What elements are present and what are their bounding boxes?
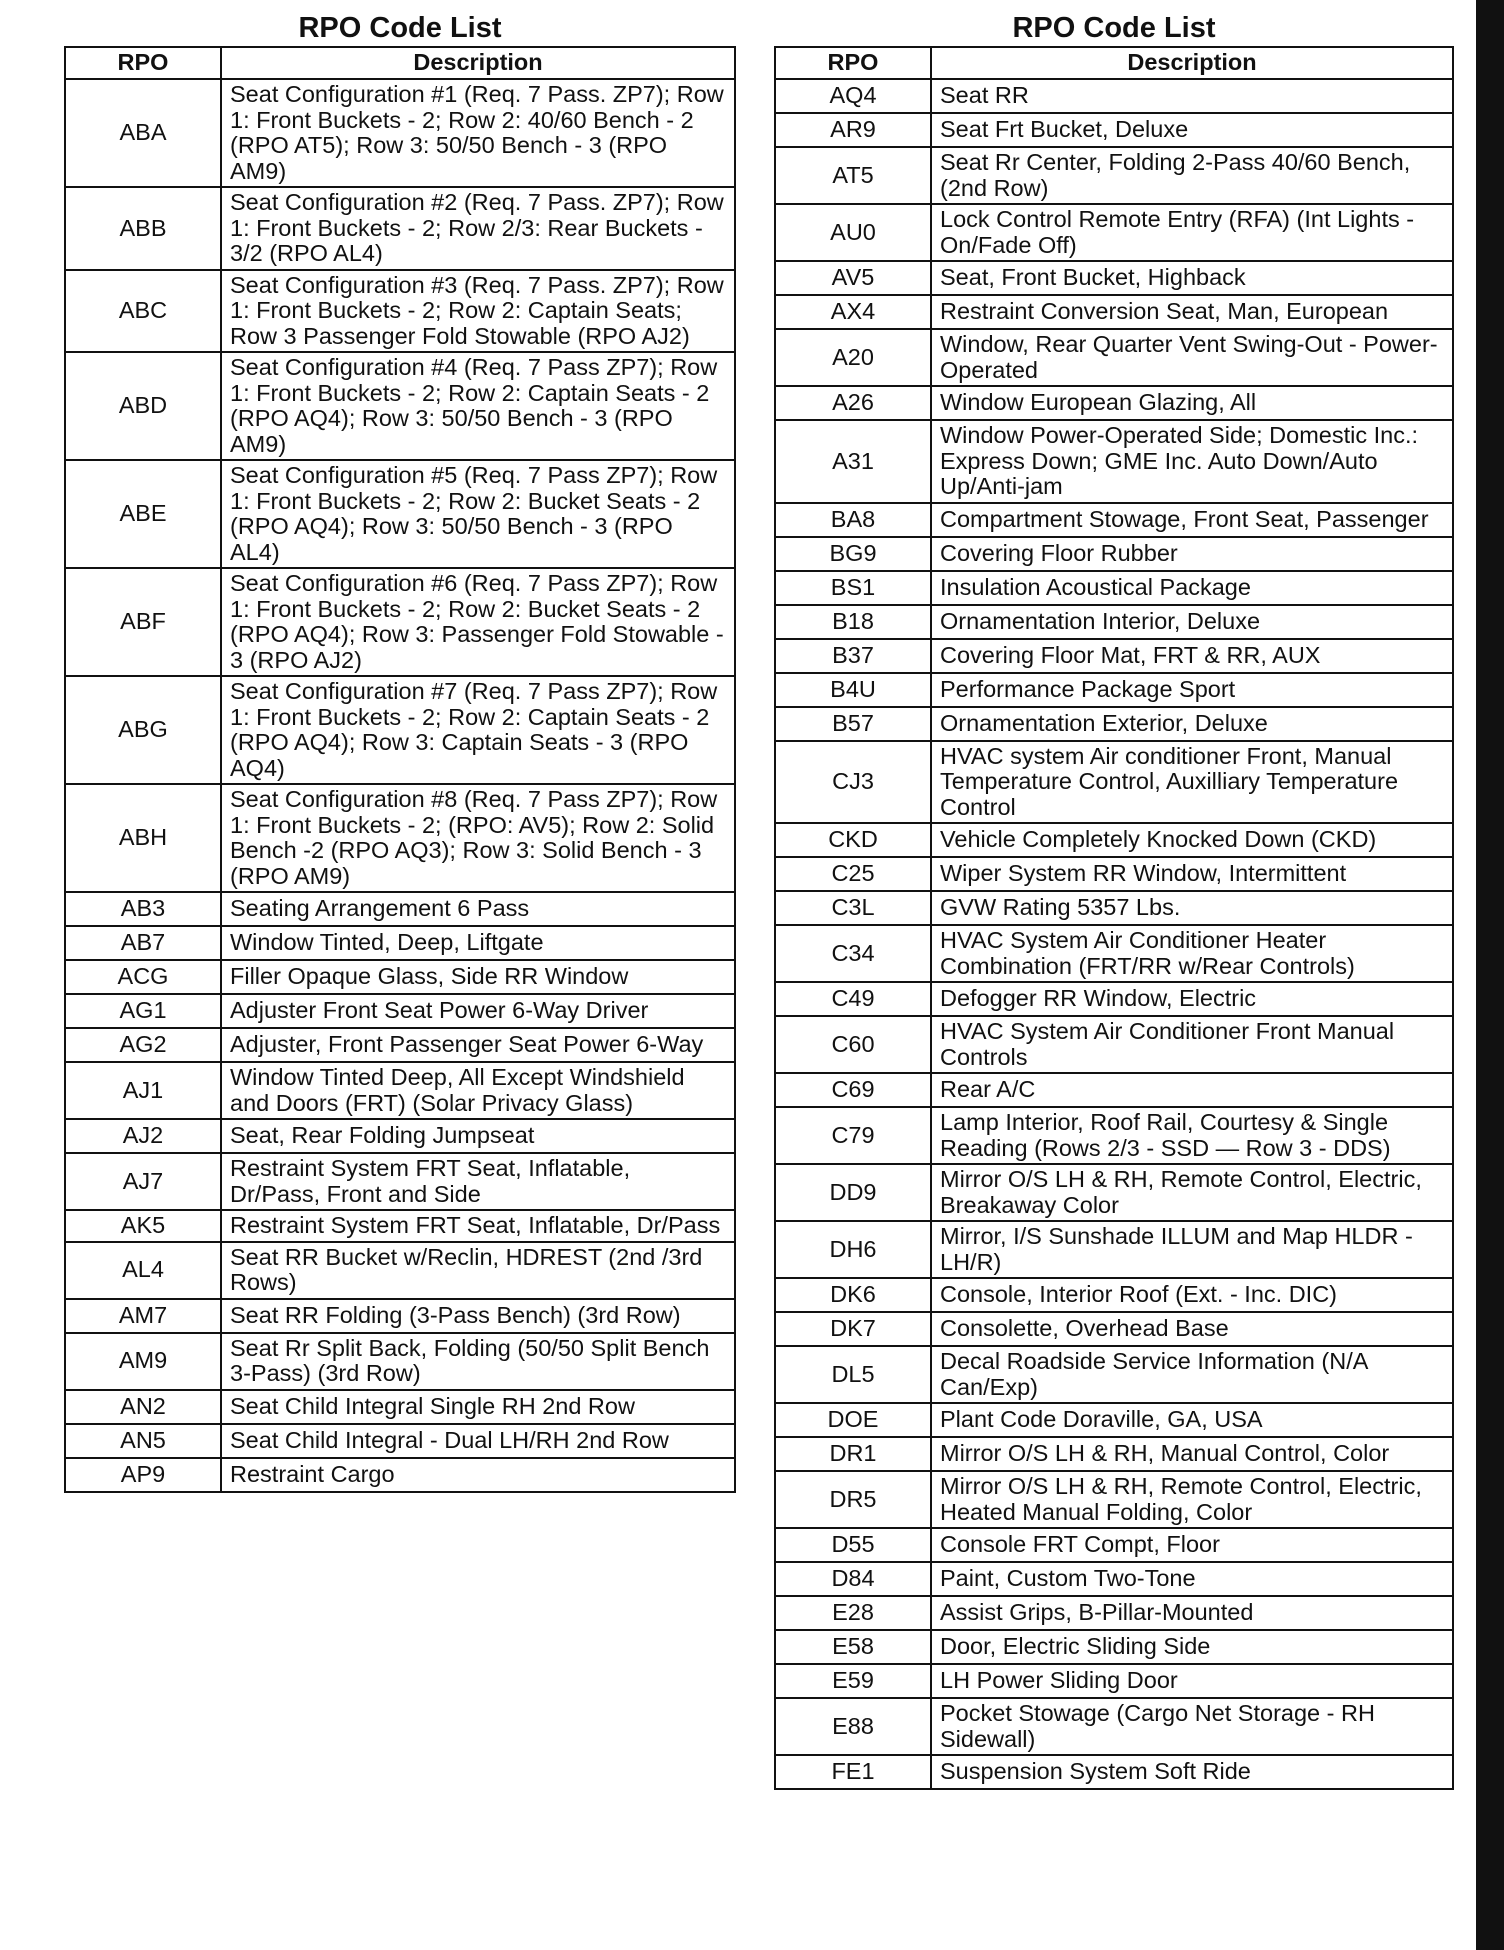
description-cell: Window Tinted Deep, All Except Windshield and Doors (FRT) (Solar Privacy Glass)	[221, 1062, 735, 1119]
description-cell: Covering Floor Mat, FRT & RR, AUX	[931, 639, 1453, 673]
description-cell: Adjuster Front Seat Power 6-Way Driver	[221, 994, 735, 1028]
rpo-code-cell: D84	[775, 1562, 931, 1596]
rpo-code-cell: DL5	[775, 1346, 931, 1403]
rpo-code-cell: ABG	[65, 676, 221, 784]
description-cell: Ornamentation Exterior, Deluxe	[931, 707, 1453, 741]
description-cell: Seat Configuration #4 (Req. 7 Pass ZP7); Row 1: Front Buckets - 2; Row 2: Captain Seats - 2 (RPO AQ4); Row 3: 50/50 Bench - 3 (RPO AM9)	[221, 352, 735, 460]
table-row	[775, 1755, 1453, 1789]
rpo-code-cell: DR5	[775, 1471, 931, 1528]
table-row	[775, 1278, 1453, 1312]
table-row	[65, 1153, 735, 1210]
table-row	[775, 1664, 1453, 1698]
rpo-code-cell: DH6	[775, 1221, 931, 1278]
table-row	[65, 1242, 735, 1299]
table-row	[65, 1333, 735, 1390]
table-row	[65, 1299, 735, 1333]
description-cell: Seat Rr Split Back, Folding (50/50 Split Bench 3-Pass) (3rd Row)	[221, 1333, 735, 1390]
description-cell: Performance Package Sport	[931, 673, 1453, 707]
description-cell: Decal Roadside Service Information (N/A Can/Exp)	[931, 1346, 1453, 1403]
description-cell: Seat RR Folding (3-Pass Bench) (3rd Row)	[221, 1299, 735, 1333]
table-row	[775, 1107, 1453, 1164]
rpo-code-cell: AX4	[775, 295, 931, 329]
table-row	[775, 1562, 1453, 1596]
rpo-code-cell: AV5	[775, 261, 931, 295]
table-row	[775, 503, 1453, 537]
table-row	[775, 1698, 1453, 1755]
page-title: RPO Code List	[1012, 12, 1216, 44]
rpo-code-cell: AT5	[775, 147, 931, 204]
scan-edge-bar	[1476, 0, 1504, 1950]
rpo-code-cell: AG1	[65, 994, 221, 1028]
rpo-code-cell: B37	[775, 639, 931, 673]
description-column-header: Description	[931, 47, 1453, 79]
table-row	[775, 147, 1453, 204]
rpo-code-cell: DK6	[775, 1278, 931, 1312]
table-row	[65, 460, 735, 568]
rpo-code-cell: AJ2	[65, 1119, 221, 1153]
description-cell: Seat Child Integral Single RH 2nd Row	[221, 1390, 735, 1424]
rpo-code-cell: C34	[775, 925, 931, 982]
description-cell: Consolette, Overhead Base	[931, 1312, 1453, 1346]
description-cell: Seat Configuration #3 (Req. 7 Pass. ZP7); Row 1: Front Buckets - 2; Row 2: Captain Seats; Row 3 Passenger Fold Stowable (RPO AJ2)	[221, 270, 735, 353]
description-cell: Vehicle Completely Knocked Down (CKD)	[931, 823, 1453, 857]
description-cell: Covering Floor Rubber	[931, 537, 1453, 571]
description-column-header: Description	[221, 47, 735, 79]
description-cell: Adjuster, Front Passenger Seat Power 6-Way	[221, 1028, 735, 1062]
description-cell: Window Tinted, Deep, Liftgate	[221, 926, 735, 960]
description-cell: Seating Arrangement 6 Pass	[221, 892, 735, 926]
table-row	[65, 79, 735, 187]
description-cell: Rear A/C	[931, 1073, 1453, 1107]
description-cell: Window Power-Operated Side; Domestic Inc.: Express Down; GME Inc. Auto Down/Auto Up/Anti-jam	[931, 420, 1453, 503]
rpo-code-cell: C25	[775, 857, 931, 891]
table-row	[775, 925, 1453, 982]
table-row	[65, 1028, 735, 1062]
table-row	[65, 960, 735, 994]
rpo-code-cell: A26	[775, 386, 931, 420]
table-row	[775, 1016, 1453, 1073]
description-cell: HVAC System Air Conditioner Front Manual Controls	[931, 1016, 1453, 1073]
table-row	[775, 605, 1453, 639]
rpo-code-cell: D55	[775, 1528, 931, 1562]
table-row	[65, 994, 735, 1028]
table-row	[775, 329, 1453, 386]
table-row	[65, 187, 735, 270]
table-row	[65, 1062, 735, 1119]
rpo-code-cell: A31	[775, 420, 931, 503]
rpo-code-cell: AR9	[775, 113, 931, 147]
table-row	[775, 1471, 1453, 1528]
rpo-code-cell: E58	[775, 1630, 931, 1664]
description-cell: Restraint Cargo	[221, 1458, 735, 1492]
rpo-code-cell: ABH	[65, 784, 221, 892]
description-cell: Seat Configuration #6 (Req. 7 Pass ZP7); Row 1: Front Buckets - 2; Row 2: Bucket Seats - 2 (RPO AQ4); Row 3: Passenger Fold Stowable - 3 (RPO AJ2)	[221, 568, 735, 676]
description-cell: Console, Interior Roof (Ext. - Inc. DIC)	[931, 1278, 1453, 1312]
rpo-table	[774, 46, 1454, 1790]
rpo-code-cell: C79	[775, 1107, 931, 1164]
rpo-code-cell: AP9	[65, 1458, 221, 1492]
rpo-code-cell: AN5	[65, 1424, 221, 1458]
table-row	[775, 1403, 1453, 1437]
rpo-code-cell: AU0	[775, 204, 931, 261]
description-cell: Window European Glazing, All	[931, 386, 1453, 420]
page-title: RPO Code List	[298, 12, 502, 44]
table-row	[775, 1164, 1453, 1221]
description-cell: Seat Frt Bucket, Deluxe	[931, 113, 1453, 147]
description-cell: Seat, Rear Folding Jumpseat	[221, 1119, 735, 1153]
table-row	[775, 571, 1453, 605]
description-cell: Seat RR	[931, 79, 1453, 113]
rpo-code-cell: E88	[775, 1698, 931, 1755]
table-row	[65, 568, 735, 676]
rpo-code-cell: CJ3	[775, 741, 931, 824]
table-row	[775, 537, 1453, 571]
description-cell: Plant Code Doraville, GA, USA	[931, 1403, 1453, 1437]
rpo-table	[64, 46, 736, 1493]
rpo-code-cell: C3L	[775, 891, 931, 925]
table-row	[775, 982, 1453, 1016]
rpo-code-cell: DD9	[775, 1164, 931, 1221]
rpo-column-header: RPO	[65, 47, 221, 79]
table-row	[65, 1119, 735, 1153]
table-row	[775, 295, 1453, 329]
table-row	[65, 270, 735, 353]
description-cell: Console FRT Compt, Floor	[931, 1528, 1453, 1562]
description-cell: LH Power Sliding Door	[931, 1664, 1453, 1698]
rpo-code-cell: AK5	[65, 1210, 221, 1242]
description-cell: Mirror O/S LH & RH, Manual Control, Color	[931, 1437, 1453, 1471]
description-cell: Defogger RR Window, Electric	[931, 982, 1453, 1016]
rpo-code-cell: AM9	[65, 1333, 221, 1390]
rpo-column-header: RPO	[775, 47, 931, 79]
rpo-code-cell: B4U	[775, 673, 931, 707]
table-row	[65, 352, 735, 460]
table-row	[65, 926, 735, 960]
table-row	[775, 857, 1453, 891]
rpo-code-cell: AB3	[65, 892, 221, 926]
table-row	[775, 639, 1453, 673]
description-cell: Mirror O/S LH & RH, Remote Control, Electric, Heated Manual Folding, Color	[931, 1471, 1453, 1528]
description-cell: Restraint System FRT Seat, Inflatable, Dr/Pass	[221, 1210, 735, 1242]
table-row	[775, 420, 1453, 503]
table-row	[775, 1073, 1453, 1107]
description-cell: Lamp Interior, Roof Rail, Courtesy & Single Reading (Rows 2/3 - SSD — Row 3 - DDS)	[931, 1107, 1453, 1164]
table-body	[65, 79, 735, 1492]
table-row	[775, 673, 1453, 707]
rpo-code-cell: ABF	[65, 568, 221, 676]
table-header-row	[65, 47, 735, 79]
description-cell: Seat Configuration #5 (Req. 7 Pass ZP7); Row 1: Front Buckets - 2; Row 2: Bucket Seats - 2 (RPO AQ4); Row 3: 50/50 Bench - 3 (RPO AL4)	[221, 460, 735, 568]
table-row	[775, 204, 1453, 261]
table-row	[65, 1458, 735, 1492]
description-cell: Seat Configuration #8 (Req. 7 Pass ZP7); Row 1: Front Buckets - 2; (RPO: AV5); Row 2: Solid Bench -2 (RPO AQ3); Row 3: Solid Bench - 3 (RPO AM9)	[221, 784, 735, 892]
table-header-row	[775, 47, 1453, 79]
description-cell: HVAC System Air Conditioner Heater Combination (FRT/RR w/Rear Controls)	[931, 925, 1453, 982]
description-cell: Seat, Front Bucket, Highback	[931, 261, 1453, 295]
rpo-code-cell: AN2	[65, 1390, 221, 1424]
rpo-code-cell: B57	[775, 707, 931, 741]
rpo-code-cell: ABA	[65, 79, 221, 187]
table-row	[775, 1528, 1453, 1562]
rpo-code-cell: ACG	[65, 960, 221, 994]
rpo-code-cell: CKD	[775, 823, 931, 857]
rpo-code-cell: C69	[775, 1073, 931, 1107]
description-cell: Paint, Custom Two-Tone	[931, 1562, 1453, 1596]
description-cell: Insulation Acoustical Package	[931, 571, 1453, 605]
description-cell: Seat Configuration #1 (Req. 7 Pass. ZP7); Row 1: Front Buckets - 2; Row 2: 40/60 Bench - 2 (RPO AT5); Row 3: 50/50 Bench - 3 (RPO AM9)	[221, 79, 735, 187]
description-cell: Seat RR Bucket w/Reclin, HDREST (2nd /3rd Rows)	[221, 1242, 735, 1299]
rpo-code-cell: E59	[775, 1664, 931, 1698]
description-cell: GVW Rating 5357 Lbs.	[931, 891, 1453, 925]
table-row	[775, 707, 1453, 741]
description-cell: Lock Control Remote Entry (RFA) (Int Lights - On/Fade Off)	[931, 204, 1453, 261]
description-cell: Mirror O/S LH & RH, Remote Control, Electric, Breakaway Color	[931, 1164, 1453, 1221]
description-cell: Pocket Stowage (Cargo Net Storage - RH Sidewall)	[931, 1698, 1453, 1755]
rpo-code-cell: C60	[775, 1016, 931, 1073]
description-cell: Door, Electric Sliding Side	[931, 1630, 1453, 1664]
description-cell: Seat Configuration #7 (Req. 7 Pass ZP7); Row 1: Front Buckets - 2; Row 2: Captain Seats - 2 (RPO AQ4); Row 3: Captain Seats - 3 (RPO AQ4)	[221, 676, 735, 784]
description-cell: Seat Rr Center, Folding 2-Pass 40/60 Bench, (2nd Row)	[931, 147, 1453, 204]
rpo-code-cell: E28	[775, 1596, 931, 1630]
table-row	[65, 1210, 735, 1242]
rpo-code-cell: AQ4	[775, 79, 931, 113]
table-row	[775, 261, 1453, 295]
rpo-code-cell: AM7	[65, 1299, 221, 1333]
rpo-list-left	[64, 0, 736, 1493]
rpo-code-cell: C49	[775, 982, 931, 1016]
rpo-code-cell: DR1	[775, 1437, 931, 1471]
description-cell: Wiper System RR Window, Intermittent	[931, 857, 1453, 891]
description-cell: Ornamentation Interior, Deluxe	[931, 605, 1453, 639]
table-body	[775, 79, 1453, 1789]
description-cell: Restraint Conversion Seat, Man, European	[931, 295, 1453, 329]
rpo-code-cell: FE1	[775, 1755, 931, 1789]
rpo-code-cell: AG2	[65, 1028, 221, 1062]
rpo-code-cell: AB7	[65, 926, 221, 960]
table-row	[775, 1437, 1453, 1471]
rpo-code-cell: ABD	[65, 352, 221, 460]
table-row	[775, 386, 1453, 420]
description-cell: HVAC system Air conditioner Front, Manual Temperature Control, Auxilliary Temperature Control	[931, 741, 1453, 824]
table-row	[65, 892, 735, 926]
table-row	[775, 1596, 1453, 1630]
table-row	[65, 784, 735, 892]
table-row	[775, 1312, 1453, 1346]
description-cell: Restraint System FRT Seat, Inflatable, Dr/Pass, Front and Side	[221, 1153, 735, 1210]
rpo-code-cell: AL4	[65, 1242, 221, 1299]
table-row	[775, 823, 1453, 857]
table-row	[775, 1630, 1453, 1664]
rpo-code-cell: BA8	[775, 503, 931, 537]
description-cell: Assist Grips, B-Pillar-Mounted	[931, 1596, 1453, 1630]
description-cell: Filler Opaque Glass, Side RR Window	[221, 960, 735, 994]
rpo-code-cell: A20	[775, 329, 931, 386]
description-cell: Suspension System Soft Ride	[931, 1755, 1453, 1789]
table-row	[775, 1346, 1453, 1403]
description-cell: Mirror, I/S Sunshade ILLUM and Map HLDR - LH/R)	[931, 1221, 1453, 1278]
rpo-code-cell: BS1	[775, 571, 931, 605]
table-row	[775, 1221, 1453, 1278]
rpo-code-cell: DK7	[775, 1312, 931, 1346]
rpo-code-cell: AJ1	[65, 1062, 221, 1119]
table-row	[65, 1390, 735, 1424]
rpo-code-cell: BG9	[775, 537, 931, 571]
rpo-code-cell: ABC	[65, 270, 221, 353]
rpo-code-cell: ABB	[65, 187, 221, 270]
description-cell: Seat Configuration #2 (Req. 7 Pass. ZP7); Row 1: Front Buckets - 2; Row 2/3: Rear Buckets - 3/2 (RPO AL4)	[221, 187, 735, 270]
description-cell: Compartment Stowage, Front Seat, Passenger	[931, 503, 1453, 537]
rpo-code-cell: B18	[775, 605, 931, 639]
table-row	[775, 113, 1453, 147]
table-row	[65, 676, 735, 784]
rpo-code-cell: DOE	[775, 1403, 931, 1437]
description-cell: Seat Child Integral - Dual LH/RH 2nd Row	[221, 1424, 735, 1458]
table-row	[775, 741, 1453, 824]
table-row	[775, 891, 1453, 925]
rpo-list-right	[774, 0, 1454, 1790]
table-row	[65, 1424, 735, 1458]
table-row	[775, 79, 1453, 113]
rpo-code-cell: ABE	[65, 460, 221, 568]
description-cell: Window, Rear Quarter Vent Swing-Out - Power-Operated	[931, 329, 1453, 386]
rpo-code-cell: AJ7	[65, 1153, 221, 1210]
